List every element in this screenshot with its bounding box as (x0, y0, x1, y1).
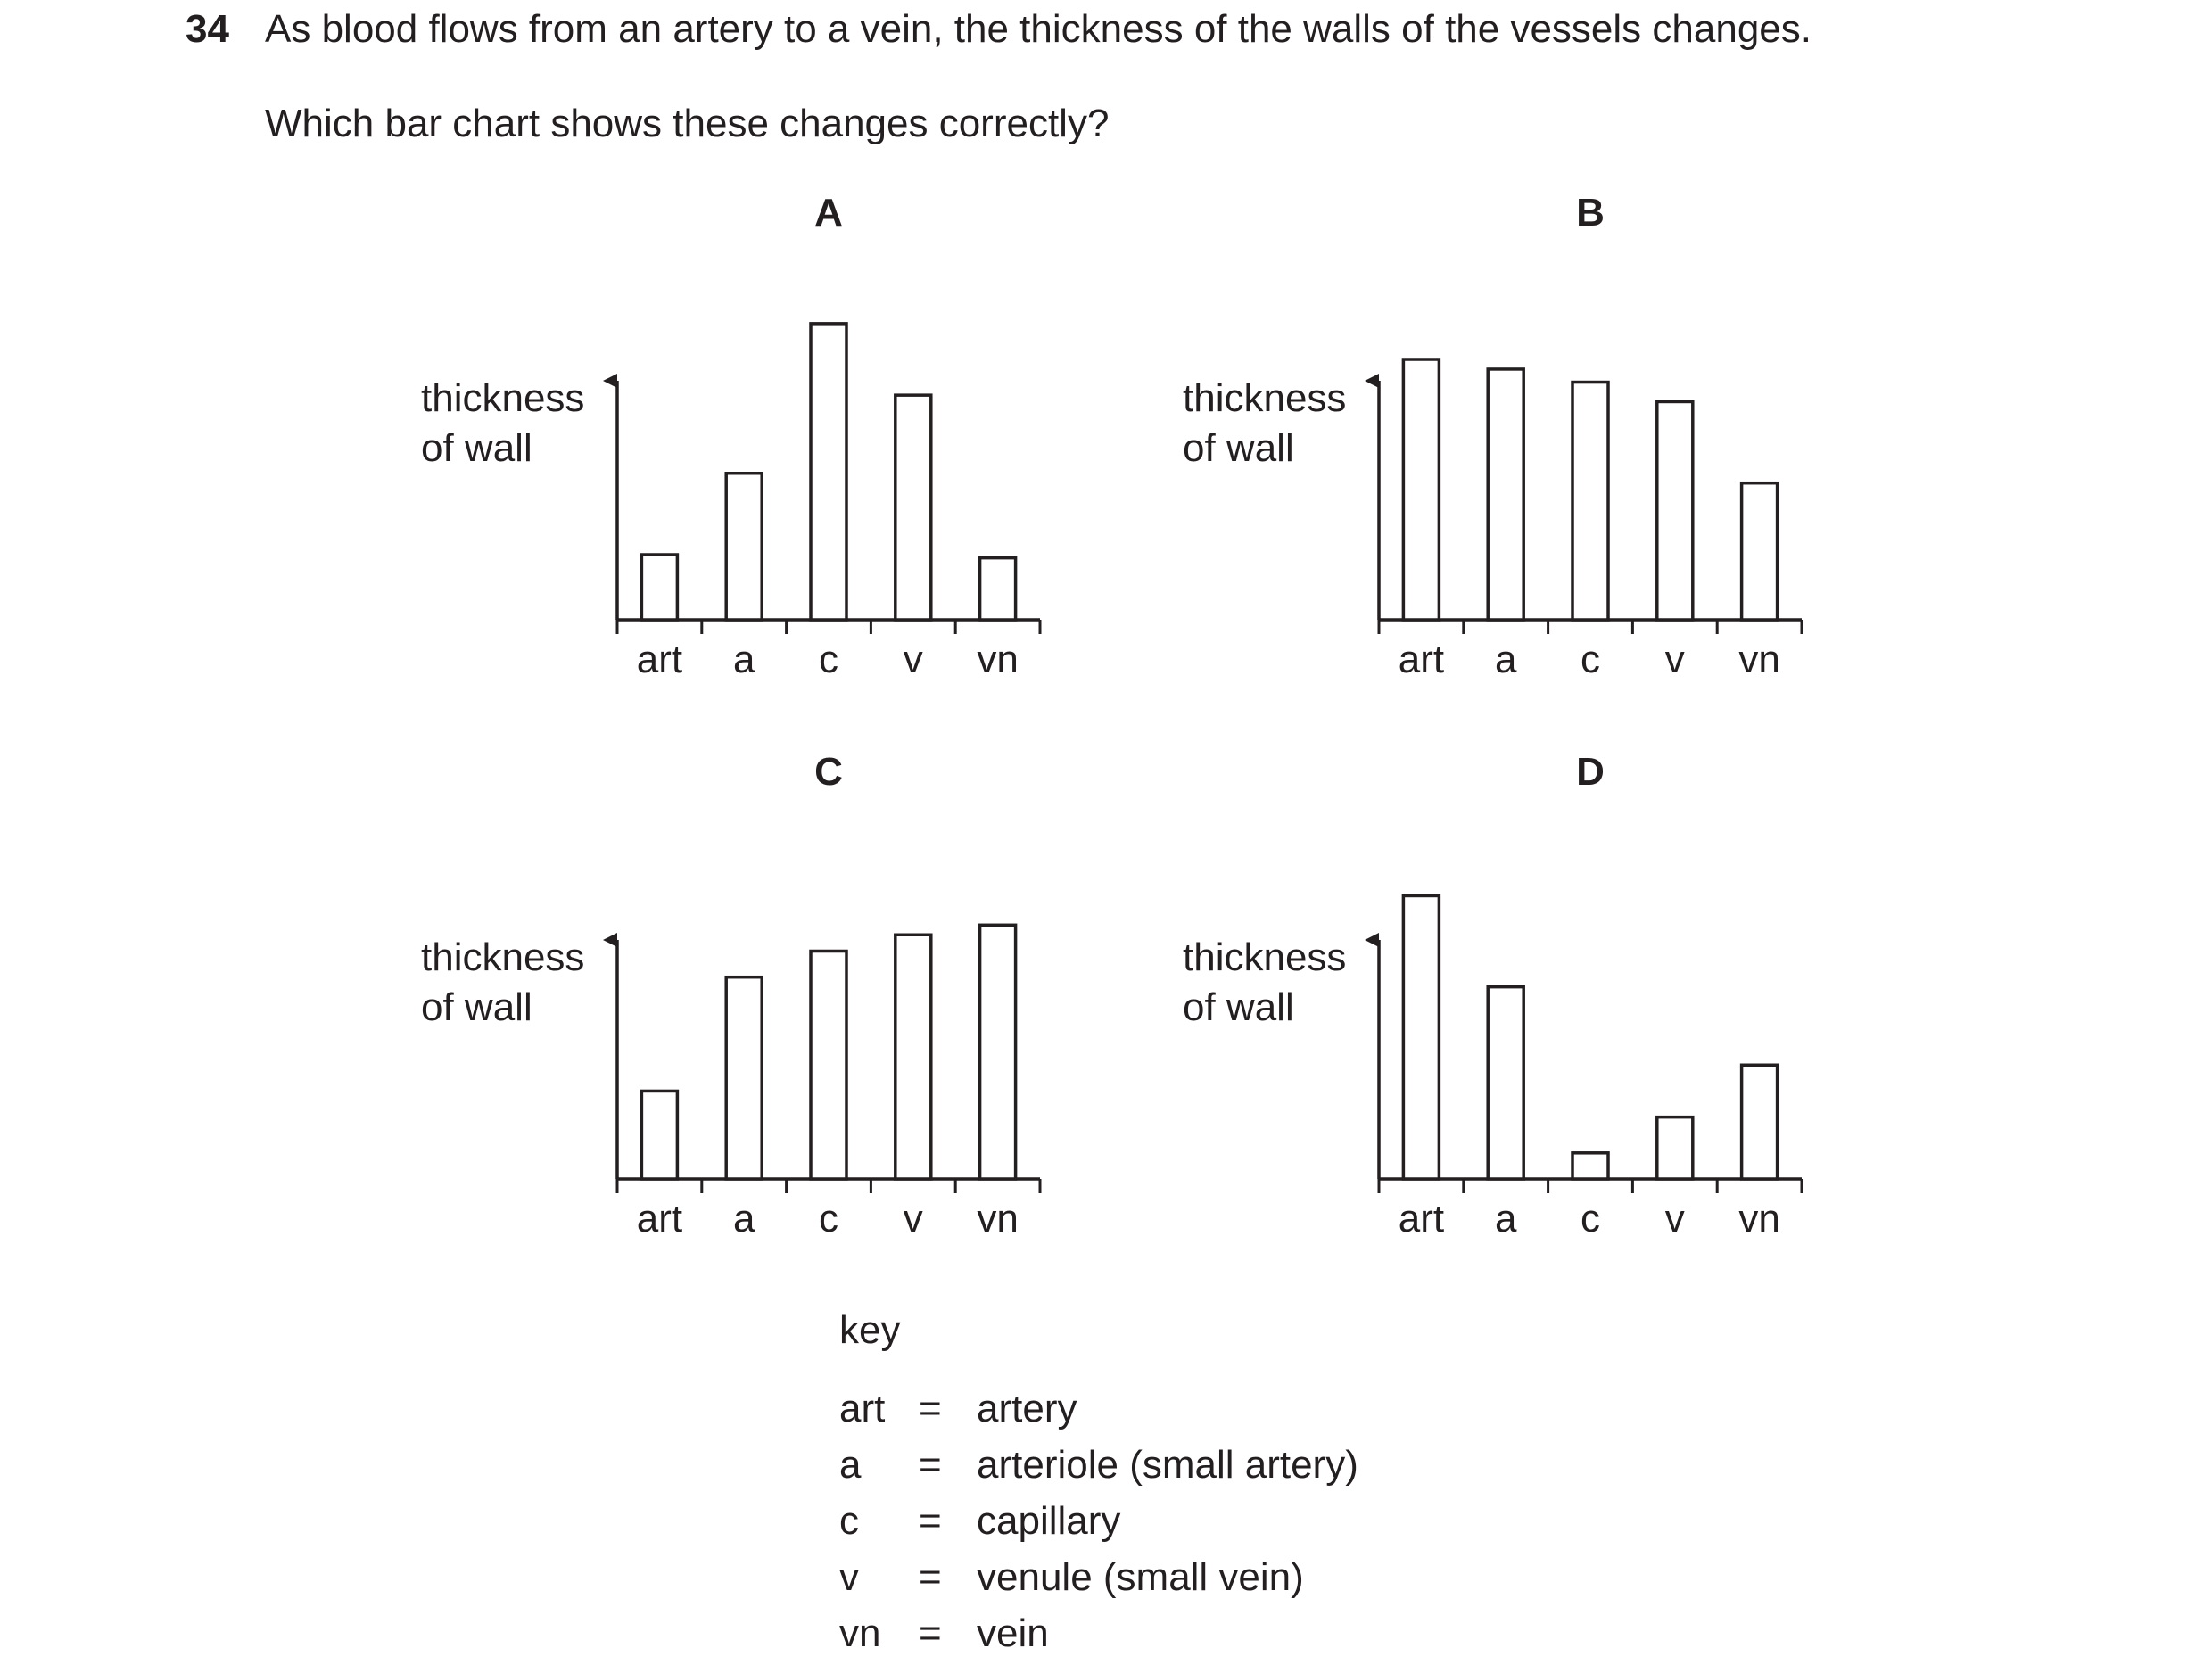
question-text: As blood flows from an artery to a vein, the thickness of the walls of the vessels changes. (265, 7, 1812, 51)
key-definition: arteriole (small artery) (977, 1443, 1358, 1487)
chart-a-category-vn: vn (977, 638, 1019, 681)
key-abbr: c (839, 1499, 859, 1543)
chart-b-category-v: v (1664, 638, 1685, 681)
chart-d-bar-art (1403, 895, 1439, 1179)
chart-d-bar-v (1657, 1117, 1693, 1179)
chart-a-bar-v (896, 395, 931, 620)
chart-c-category-a: a (732, 1197, 755, 1240)
chart-c-bar-v (896, 935, 931, 1179)
chart-c-ylabel-line-1: thickness (421, 935, 585, 979)
key-definition: artery (977, 1387, 1077, 1430)
chart-a-bar-art (641, 555, 677, 620)
key-abbr: art (839, 1387, 886, 1430)
chart-a-category-c: c (819, 638, 838, 681)
chart-c-bar-vn (980, 925, 1016, 1179)
key-abbr: a (839, 1443, 862, 1487)
chart-a-bar-a (726, 474, 762, 620)
chart-d-title: D (1576, 750, 1605, 794)
chart-d-bar-a (1488, 987, 1523, 1179)
key-equals: = (919, 1387, 942, 1430)
chart-b-ylabel-line-1: thickness (1183, 376, 1347, 420)
chart-d-ylabel-line-1: thickness (1183, 935, 1347, 979)
key-equals: = (919, 1499, 942, 1543)
chart-b-category-c: c (1581, 638, 1600, 681)
chart-a-category-a: a (732, 638, 755, 681)
chart-c-bar-art (641, 1091, 677, 1179)
key-equals: = (919, 1611, 942, 1655)
key-definition: capillary (977, 1499, 1121, 1543)
chart-c-bar-c (811, 952, 846, 1180)
chart-b-bar-art (1403, 359, 1439, 620)
chart-c-category-art: art (636, 1197, 683, 1240)
chart-c-category-vn: vn (977, 1197, 1019, 1240)
chart-c-ylabel-line-2: of wall (421, 985, 532, 1029)
key-title: key (839, 1308, 901, 1352)
chart-d-bar-vn (1742, 1065, 1778, 1179)
chart-c-bar-a (726, 977, 762, 1179)
chart-b-bar-c (1572, 383, 1608, 620)
key-definition: vein (977, 1611, 1049, 1655)
chart-a-bar-vn (980, 558, 1016, 620)
chart-a-ylabel-line-2: of wall (421, 426, 532, 470)
chart-c-title: C (814, 750, 843, 794)
chart-a-category-art: art (636, 638, 683, 681)
key-abbr: v (839, 1555, 859, 1599)
chart-d-category-vn: vn (1738, 1197, 1780, 1240)
chart-d-category-a: a (1494, 1197, 1517, 1240)
chart-b-bar-vn (1742, 483, 1778, 620)
chart-d-category-art: art (1398, 1197, 1445, 1240)
question-number: 34 (186, 7, 229, 51)
chart-b-category-vn: vn (1738, 638, 1780, 681)
chart-b-bar-v (1657, 401, 1693, 620)
question-prompt: Which bar chart shows these changes correctly? (265, 102, 1110, 145)
chart-c-category-v: v (903, 1197, 923, 1240)
key-equals: = (919, 1443, 942, 1487)
chart-d-category-c: c (1581, 1197, 1600, 1240)
key-equals: = (919, 1555, 942, 1599)
chart-b-category-a: a (1494, 638, 1517, 681)
chart-a-bar-c (811, 324, 846, 620)
chart-a-title: A (814, 191, 843, 235)
chart-d-ylabel-line-2: of wall (1183, 985, 1294, 1029)
chart-b-ylabel-line-2: of wall (1183, 426, 1294, 470)
chart-d-bar-c (1572, 1153, 1608, 1179)
chart-b-category-art: art (1398, 638, 1445, 681)
chart-d-category-v: v (1664, 1197, 1685, 1240)
chart-c-category-c: c (819, 1197, 838, 1240)
key-definition: venule (small vein) (977, 1555, 1304, 1599)
chart-a-ylabel-line-1: thickness (421, 376, 585, 420)
chart-b-title: B (1576, 191, 1605, 235)
chart-a-category-v: v (903, 638, 923, 681)
key-abbr: vn (839, 1611, 881, 1655)
chart-b-bar-a (1488, 369, 1523, 620)
